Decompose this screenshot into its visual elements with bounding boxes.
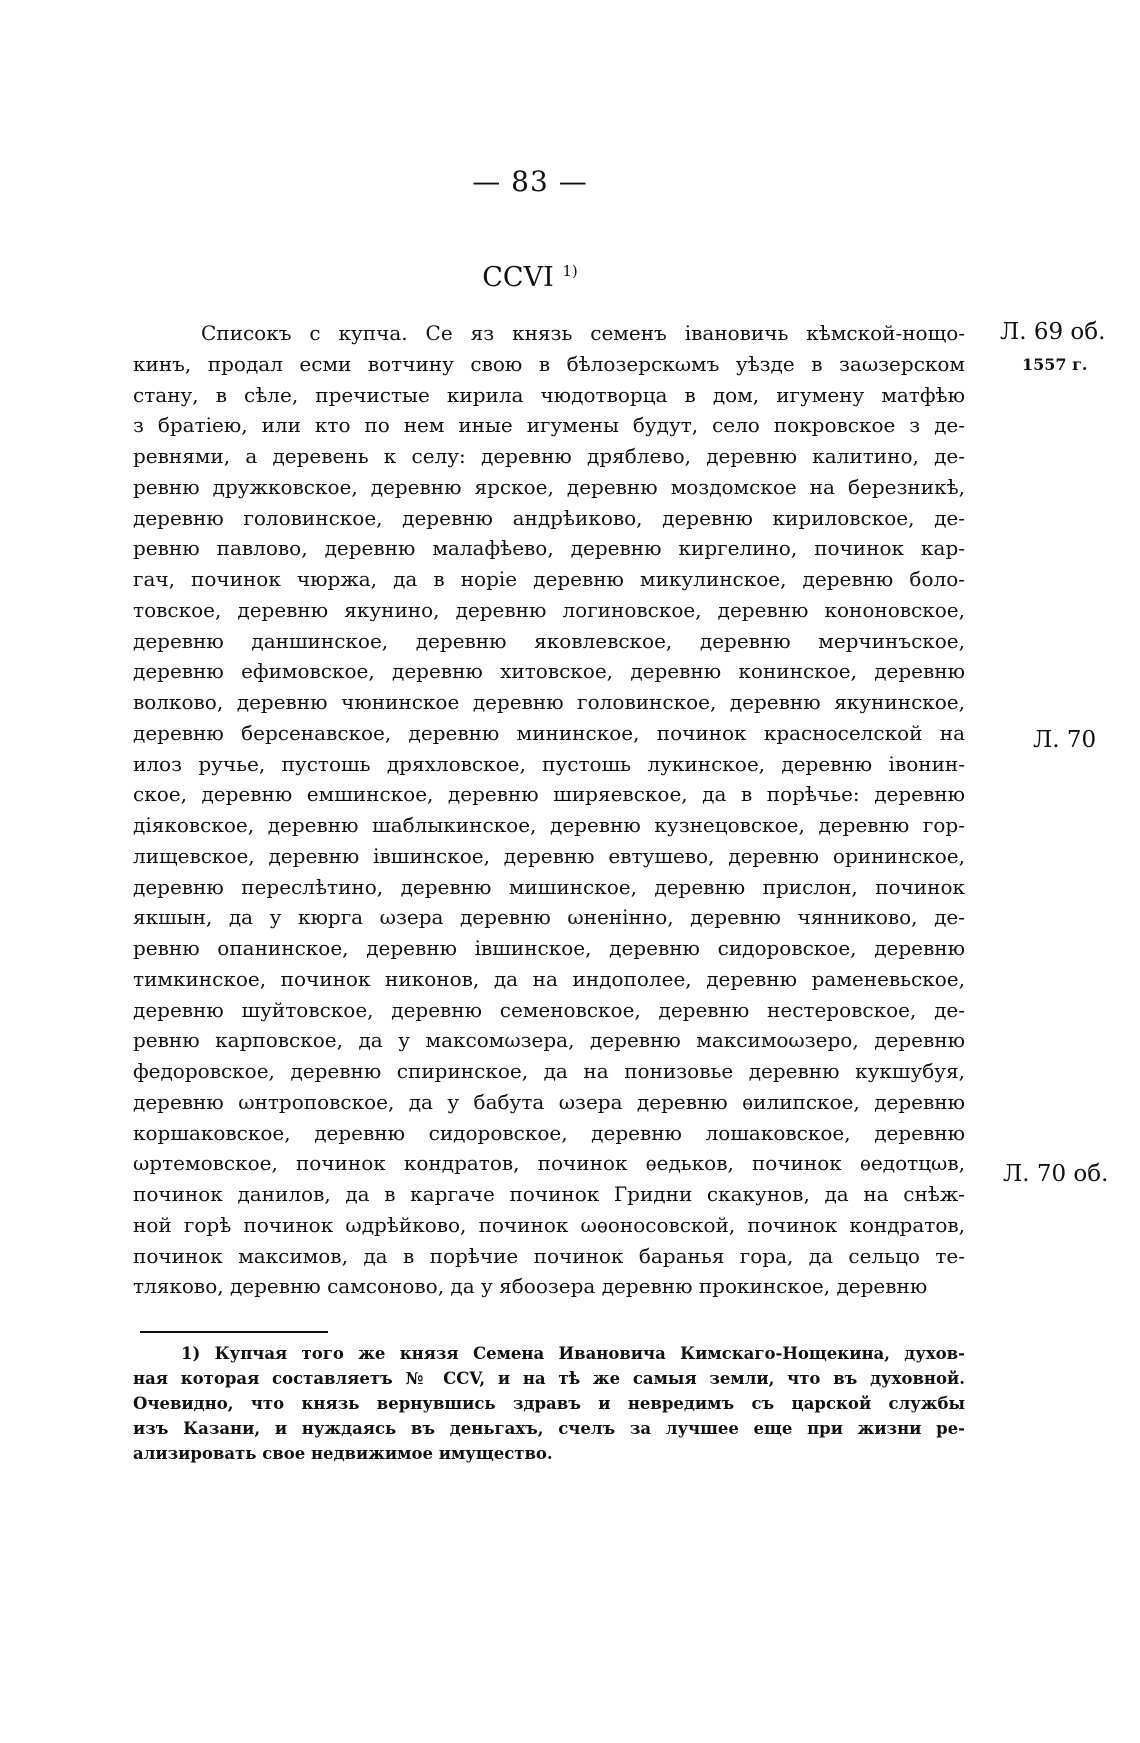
body-line: тляково, деревню самсоново, да у ябоозера деревню прокинское, деревню — [133, 1274, 928, 1299]
body-text — [133, 318, 965, 1302]
body-line: ревню карповское, да у максомωзера, деревню максимоωзеро, деревню — [133, 1028, 965, 1053]
footnote-line: 1) Купчая того же князя Семена Ивановича Кимскаго-Нощекина, духов- — [181, 1344, 965, 1363]
document-heading — [0, 262, 1060, 293]
body-line: деревню головинское, деревню андрѣиково, деревню кириловское, де- — [133, 505, 965, 530]
margin-note-folio-70: Л. 70 — [1033, 727, 1097, 753]
margin-note-folio-69ob: Л. 69 об. — [1000, 319, 1106, 345]
page-number: — 83 — — [472, 165, 588, 198]
body-line: коршаковское, деревню сидоровское, деревню лошаковское, деревню — [133, 1120, 965, 1145]
body-line: гач, починок чюржа, да в норіе деревню микулинское, деревню боло- — [133, 567, 965, 591]
body-line: починок максимов, да в порѣчие починок баранья гора, да сельцо те- — [133, 1243, 965, 1268]
body-line: ревню опанинское, деревню івшинское, деревню сидоровское, деревню — [133, 936, 965, 960]
body-line: федоровское, деревню спиринское, да на понизовье деревню кукшубуя, — [133, 1059, 965, 1083]
heading-footnote-ref: 1) — [562, 262, 578, 280]
body-line: деревню берсенавское, деревню мининское, починок красноселской на — [133, 720, 965, 745]
body-line: Списокъ с купча. Се яз князь семенъ івановичь кѣмской-нощо- — [201, 321, 965, 345]
footnote-divider — [140, 1331, 328, 1333]
footnote-line: ализировать свое недвижимое имущество. — [133, 1444, 553, 1463]
body-line: якшын, да у кюрга ωзера деревню ωненінно, деревню чянниково, де- — [133, 905, 965, 930]
margin-note-folio-70ob: Л. 70 об. — [1003, 1161, 1109, 1187]
body-line: товское, деревню якунино, деревню логиновское, деревню кононовское, — [133, 597, 965, 622]
footnote-line: изъ Казани, и нуждаясь въ деньгахъ, счелъ за лучшее еще при жизни ре- — [133, 1419, 965, 1438]
footnote — [133, 1341, 965, 1466]
body-line: лищевское, деревню івшинское, деревню евтушево, деревню орининское, — [133, 843, 965, 868]
body-line: ревню павлово, деревню малафѣево, деревню киргелино, починок кар- — [133, 536, 965, 561]
body-line: з братіею, или кто по нем иные игумены будут, село покровское з де- — [133, 413, 965, 438]
body-line: деревню ефимовское, деревню хитовское, деревню конинское, деревню — [133, 659, 965, 684]
body-line: діяковское, деревню шаблыкинское, деревню кузнецовское, деревню гор- — [133, 813, 965, 837]
body-line: волково, деревню чюнинское деревню головинское, деревню якунинское, — [133, 690, 965, 714]
body-line: ной горѣ починок ωдрѣйково, починок ωѳоносовской, починок кондратов, — [133, 1212, 965, 1237]
body-line: деревню ωнтроповское, да у бабута ωзера деревню ѳилипское, деревню — [133, 1089, 965, 1114]
margin-note-year: 1557 г. — [1022, 355, 1088, 374]
body-line: деревню переслѣтино, деревню мишинское, деревню прислон, починок — [133, 874, 965, 899]
footnote-line: ная которая составляетъ № CCV, и на тѣ же самыя земли, что въ духовной. — [133, 1369, 965, 1388]
footnote-line: Очевидно, что князь вернувшись здравъ и невредимъ съ царской службы — [133, 1394, 965, 1413]
body-line: деревню даншинское, деревню яковлевское, деревню мерчинъское, — [133, 628, 965, 653]
body-line: кинъ, продал есми вотчину свою в бѣлозерскωмъ уѣзде в заωзерском — [133, 351, 965, 376]
body-line: починок данилов, да в каргаче починок Гридни скакунов, да на снѣж- — [133, 1182, 965, 1206]
body-line: тимкинское, починок никонов, да на индополее, деревню раменевьское, — [133, 966, 965, 991]
body-line: ревнями, а деревень к селу: деревню дряблево, деревню калитино, де- — [133, 444, 965, 468]
body-line: илоз ручье, пустошь дряхловское, пустошь лукинское, деревню івонин- — [133, 751, 965, 776]
body-line: ωртемовское, починок кондратов, починок ѳедьков, починок ѳедотцωв, — [133, 1151, 965, 1176]
body-line: деревню шуйтовское, деревню семеновское, деревню нестеровское, де- — [133, 997, 965, 1022]
body-line: ревню дружковское, деревню ярское, деревню моздомское на березникѣ, — [133, 474, 965, 499]
heading-title: CCVI — [482, 262, 554, 293]
body-line: стану, в сѣле, пречистые кирила чюдотворца в дом, игумену матфѣю — [133, 382, 965, 407]
body-line: ское, деревню емшинское, деревню ширяевское, да в порѣчье: деревню — [133, 782, 965, 807]
